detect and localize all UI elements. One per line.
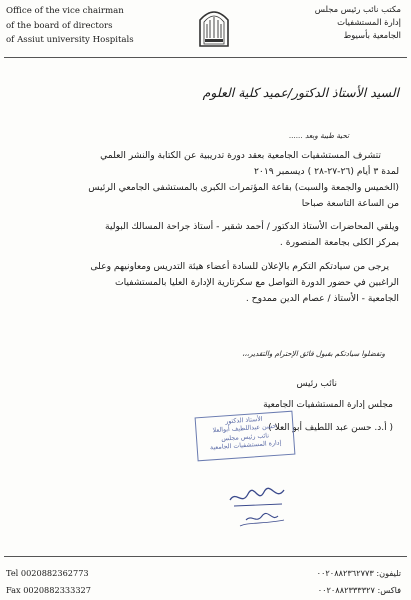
body-line: الراغبين في حضور الدورة التواصل مع سكرتارية الإدارة العليا بالمستشفيات: [114, 277, 399, 288]
header-english: [6, 4, 156, 48]
header-arabic: [281, 3, 401, 42]
tel-english: Tel 0020882362773: [6, 568, 89, 578]
footer-divider: [4, 556, 407, 557]
stamp-line-4: إدارة المستشفيات الجامعية: [209, 439, 282, 452]
header-divider: [4, 57, 407, 58]
body-line: بمركز الكلى بجامعة المنصورة .: [279, 237, 399, 248]
tel-arabic: تليفون: ٠٠٢٠٨٨٢٣٦٢٧٧٣: [316, 568, 401, 578]
body-line: الجامعية - الأستاذ / عصام الدين ممدوح .: [245, 293, 399, 304]
signatory-title-1: نائب رئيس: [296, 379, 337, 389]
greeting-block: [14, 128, 349, 144]
header-en-line-3: of Assiut university Hospitals: [6, 35, 134, 45]
header-ar-line-1: مكتب نائب رئيس مجلس: [314, 4, 401, 14]
fax-english: Fax 0020882333327: [6, 585, 91, 595]
body-line: (الخميس والجمعة والسبت) بقاعة المؤتمرات الكبرى بالمستشفى الجامعي الرئيس: [88, 182, 399, 193]
body-line: من الساعة التاسعة صباحا: [301, 198, 399, 209]
footer-english: [6, 565, 91, 599]
header-ar-line-3: الجامعية بأسيوط: [343, 30, 401, 40]
salutation-block: [14, 85, 399, 101]
stamp-line-1: الأستاذ الدكتور: [225, 415, 263, 426]
header-en-line-1: Office of the vice chairman: [6, 6, 124, 16]
signatory-title-2: مجلس إدارة المستشفيات الجامعية: [263, 400, 393, 410]
closing: وتفضلوا سيادتكم بقبول فائق الإحترام والتقدير،،،: [242, 349, 385, 358]
handwritten-signature: [226, 482, 290, 528]
official-stamp: [195, 411, 296, 462]
stamp-line-3: نائب رئيس مجلس: [220, 431, 270, 443]
header-en-line-2: of the board of directors: [6, 20, 113, 31]
assiut-university-emblem-icon: [196, 4, 232, 48]
body-line: تتشرف المستشفيات الجامعية بعقد دورة تدريبية عن الكتابة والنشر العلمي: [100, 150, 381, 161]
body-line: يرجى من سيادتكم التكرم بالإعلان للسادة أعضاء هيئة التدريس ومعاونيهم وعلى: [90, 261, 389, 272]
salutation: السيد الأستاذ الدكتور/عميد كلية العلوم: [202, 85, 399, 100]
footer-arabic: [317, 565, 401, 599]
signatory-name: ( أ.د. حسن عبد اللطيف أبو العلا ): [268, 423, 393, 433]
fax-arabic: فاكس: ٠٠٢٠٨٨٢٣٣٣٣٢٧: [317, 585, 401, 595]
body-line: ويلقي المحاضرات الأستاذ الدكتور / أحمد شقير - أستاذ جراحة المسالك البولية: [105, 221, 399, 232]
stamp-line-2: حسن عبداللطيف أبوالعلا: [212, 423, 277, 435]
closing-block: [14, 346, 385, 362]
greeting: تحية طيبة وبعد ......: [289, 131, 349, 140]
header-ar-line-2: إدارة المستشفيات: [337, 17, 401, 27]
letter-body: [14, 148, 399, 307]
body-line: لمدة ٣ أيام (٢٦-٢٧-٢٨ ) ديسمبر ٢٠١٩: [253, 166, 399, 177]
